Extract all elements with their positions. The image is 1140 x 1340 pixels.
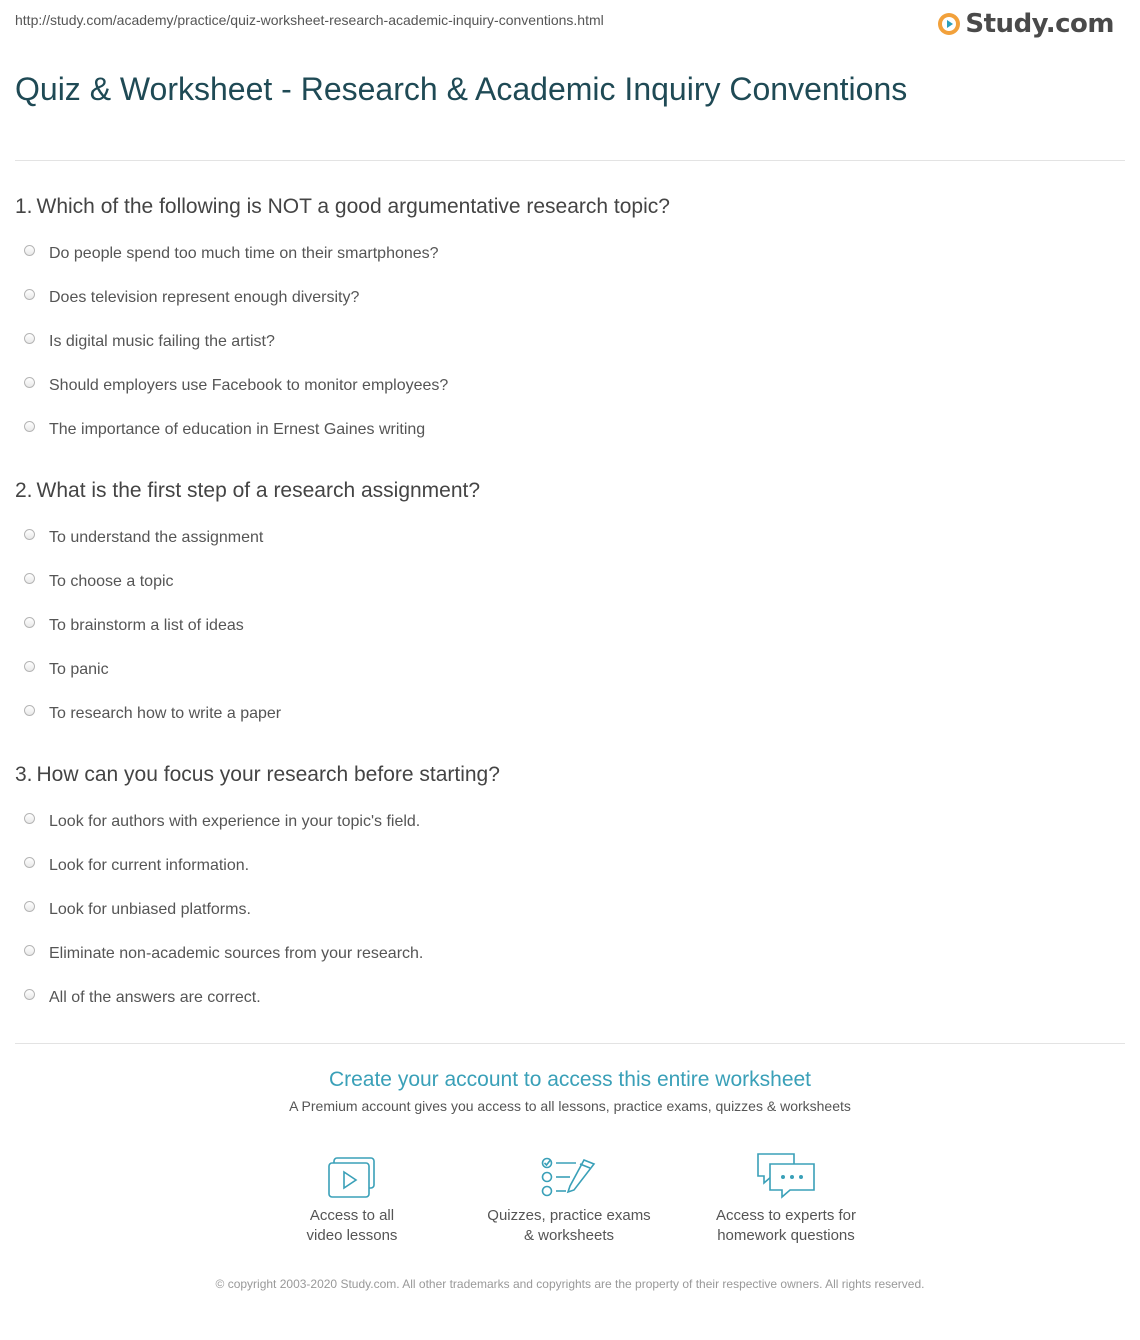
- radio-button-icon[interactable]: [24, 705, 35, 716]
- logo-text: Study.com: [965, 9, 1114, 39]
- quiz-checklist-icon: [540, 1156, 598, 1200]
- answer-label: Look for unbiased platforms.: [49, 901, 251, 918]
- answer-option[interactable]: [15, 692, 1115, 736]
- answer-option[interactable]: [15, 932, 1115, 976]
- answer-option[interactable]: [15, 800, 1115, 844]
- radio-button-icon[interactable]: [24, 857, 35, 868]
- question-text: [15, 192, 1115, 222]
- title-divider: [15, 160, 1125, 161]
- premium-cta: [0, 1066, 1140, 1116]
- question-number: 1.: [15, 195, 33, 218]
- question-number: 2.: [15, 479, 33, 502]
- question-2: [15, 476, 1115, 736]
- answer-label: To understand the assignment: [49, 529, 264, 546]
- answer-label: Does television represent enough diversity?: [49, 289, 360, 306]
- answer-label: Look for authors with experience in your topic's field.: [49, 813, 421, 830]
- radio-button-icon[interactable]: [24, 813, 35, 824]
- radio-button-icon[interactable]: [24, 617, 35, 628]
- study-logo[interactable]: [937, 6, 1114, 42]
- copyright-footer: © copyright 2003-2020 Study.com. All other trademarks and copyrights are the property of their respective owners. All rights reserved.: [215, 1277, 925, 1291]
- radio-button-icon[interactable]: [24, 989, 35, 1000]
- answer-label: Is digital music failing the artist?: [49, 333, 275, 350]
- question-text: [15, 476, 1115, 506]
- answer-option[interactable]: [15, 604, 1115, 648]
- cta-subtitle: A Premium account gives you access to all lessons, practice exams, quizzes & worksheets: [289, 1098, 851, 1114]
- answer-label: To research how to write a paper: [49, 705, 282, 722]
- answer-label: To choose a topic: [49, 573, 174, 590]
- answer-label: To panic: [49, 661, 109, 678]
- answer-label: The importance of education in Ernest Gaines writing: [49, 421, 426, 438]
- feature-line: homework questions: [717, 1227, 855, 1244]
- question-1: [15, 192, 1115, 452]
- quiz-divider: [15, 1043, 1125, 1044]
- question-prompt: What is the first step of a research assignment?: [36, 479, 481, 502]
- answer-options: [15, 232, 1115, 452]
- answer-option[interactable]: [15, 888, 1115, 932]
- answer-option[interactable]: [15, 320, 1115, 364]
- question-prompt: Which of the following is NOT a good argumentative research topic?: [36, 195, 670, 218]
- feature-line: & worksheets: [523, 1227, 615, 1244]
- feature-line: Access to all: [309, 1207, 395, 1224]
- answer-option[interactable]: [15, 844, 1115, 888]
- feature-label: [469, 1206, 669, 1246]
- question-3: [15, 760, 1115, 1020]
- feature-video-lessons: [252, 1148, 452, 1246]
- question-text: [15, 760, 1115, 790]
- top-bar: [0, 0, 1140, 60]
- feature-line: video lessons: [306, 1227, 398, 1244]
- answer-option[interactable]: [15, 232, 1115, 276]
- radio-button-icon[interactable]: [24, 529, 35, 540]
- question-number: 3.: [15, 763, 33, 786]
- answer-label: To brainstorm a list of ideas: [49, 617, 244, 634]
- feature-line: Quizzes, practice exams: [487, 1207, 651, 1224]
- video-lesson-icon: [326, 1156, 378, 1200]
- feature-label: [686, 1206, 886, 1246]
- feature-label: [252, 1206, 452, 1246]
- feature-experts: [686, 1148, 886, 1246]
- answer-label: All of the answers are correct.: [49, 989, 261, 1006]
- radio-button-icon[interactable]: [24, 289, 35, 300]
- answer-options: [15, 516, 1115, 736]
- question-prompt: How can you focus your research before starting?: [36, 763, 500, 786]
- feature-quizzes: [469, 1148, 669, 1246]
- answer-option[interactable]: [15, 560, 1115, 604]
- radio-button-icon[interactable]: [24, 661, 35, 672]
- radio-button-icon[interactable]: [24, 377, 35, 388]
- page-title: Quiz & Worksheet - Research & Academic Inquiry Conventions: [15, 71, 908, 107]
- radio-button-icon[interactable]: [24, 573, 35, 584]
- premium-features: [0, 1148, 1140, 1248]
- create-account-link[interactable]: Create your account to access this entire worksheet: [328, 1068, 812, 1091]
- answer-option[interactable]: [15, 276, 1115, 320]
- answer-option[interactable]: [15, 648, 1115, 692]
- answer-options: [15, 800, 1115, 1020]
- radio-button-icon[interactable]: [24, 421, 35, 432]
- answer-option[interactable]: [15, 364, 1115, 408]
- feature-line: Access to experts for: [715, 1207, 857, 1224]
- answer-label: Look for current information.: [49, 857, 250, 874]
- answer-label: Do people spend too much time on their smartphones?: [49, 245, 439, 262]
- radio-button-icon[interactable]: [24, 945, 35, 956]
- play-circle-icon: [937, 12, 961, 36]
- radio-button-icon[interactable]: [24, 245, 35, 256]
- answer-option[interactable]: [15, 976, 1115, 1020]
- answer-label: Should employers use Facebook to monitor employees?: [49, 377, 449, 394]
- radio-button-icon[interactable]: [24, 333, 35, 344]
- answer-option[interactable]: [15, 516, 1115, 560]
- page-url: http://study.com/academy/practice/quiz-worksheet-research-academic-inquiry-conventions.html: [15, 12, 604, 28]
- chat-bubbles-icon: [754, 1150, 818, 1200]
- radio-button-icon[interactable]: [24, 901, 35, 912]
- answer-option[interactable]: [15, 408, 1115, 452]
- answer-label: Eliminate non-academic sources from your research.: [49, 945, 424, 962]
